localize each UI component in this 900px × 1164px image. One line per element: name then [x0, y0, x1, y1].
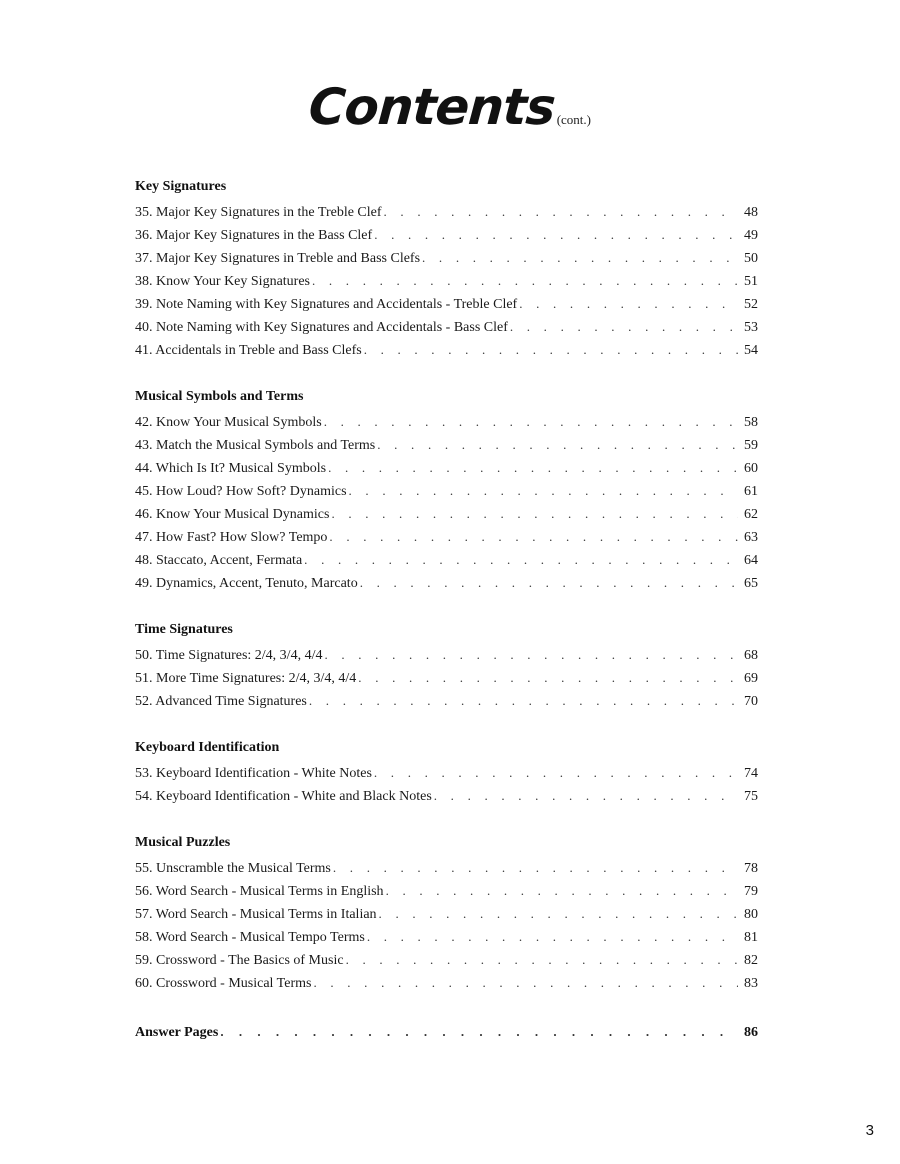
- entry-title: 40. Note Naming with Key Signatures and Accidentals - Bass Clef: [135, 320, 508, 335]
- toc-entry[interactable]: [135, 410, 758, 433]
- toc-entry[interactable]: [135, 971, 758, 994]
- entry-title: 45. How Loud? How Soft? Dynamics: [135, 484, 347, 499]
- entry-page-number: 86: [744, 1025, 758, 1040]
- toc-entry[interactable]: [135, 902, 758, 925]
- entry-title: 35. Major Key Signatures in the Treble Clef: [135, 205, 382, 220]
- entry-page-number: 68: [744, 648, 758, 663]
- dot-leader: [333, 856, 738, 879]
- dot-leader: [324, 410, 738, 433]
- dot-leader: [384, 200, 738, 223]
- toc-entry[interactable]: [135, 456, 758, 479]
- toc-entry[interactable]: [135, 856, 758, 879]
- toc-entry[interactable]: [135, 879, 758, 902]
- page-header: [0, 78, 900, 136]
- toc-entry[interactable]: [135, 761, 758, 784]
- section-heading: Musical Symbols and Terms: [135, 389, 304, 404]
- entry-page-number: 61: [744, 484, 758, 499]
- dot-leader: [324, 643, 738, 666]
- entry-title: 37. Major Key Signatures in Treble and Bass Clefs: [135, 251, 421, 266]
- entry-page-number: 83: [744, 976, 758, 991]
- section-heading: Musical Puzzles: [135, 835, 231, 850]
- entry-page-number: 54: [744, 343, 758, 358]
- toc-entry[interactable]: [135, 784, 758, 807]
- toc-entry[interactable]: [135, 246, 758, 269]
- dot-leader: [328, 456, 738, 479]
- dot-leader: [374, 223, 738, 246]
- entry-title: 42. Know Your Musical Symbols: [135, 415, 322, 430]
- entry-page-number: 52: [744, 297, 758, 312]
- page-number: 3: [865, 1122, 874, 1139]
- entry-page-number: 63: [744, 530, 758, 545]
- entry-page-number: 49: [744, 228, 758, 243]
- dot-leader: [386, 879, 738, 902]
- toc-entry[interactable]: [135, 292, 758, 315]
- entry-page-number: 60: [744, 461, 758, 476]
- dot-leader: [358, 666, 738, 689]
- toc-entry[interactable]: [135, 666, 758, 689]
- dot-leader: [374, 761, 738, 784]
- entry-title: 39. Note Naming with Key Signatures and Accidentals - Treble Clef: [135, 297, 518, 312]
- entry-title: 41. Accidentals in Treble and Bass Clefs: [135, 343, 362, 358]
- entry-page-number: 48: [744, 205, 758, 220]
- dot-leader: [220, 1020, 738, 1043]
- entry-page-number: 75: [744, 789, 758, 804]
- toc-entry[interactable]: [135, 433, 758, 456]
- entry-title: 56. Word Search - Musical Terms in English: [135, 884, 384, 899]
- dot-leader: [360, 571, 738, 594]
- toc-entry[interactable]: [135, 948, 758, 971]
- toc-entry[interactable]: [135, 689, 758, 712]
- dot-leader: [329, 525, 738, 548]
- toc-section-time-signatures: [135, 620, 758, 712]
- entry-title: 49. Dynamics, Accent, Tenuto, Marcato: [135, 576, 358, 591]
- toc-entry[interactable]: [135, 525, 758, 548]
- entry-title: 38. Know Your Key Signatures: [135, 274, 310, 289]
- entry-title: 54. Keyboard Identification - White and Black Notes: [135, 789, 432, 804]
- entry-page-number: 81: [744, 930, 758, 945]
- section-heading: Time Signatures: [135, 622, 233, 637]
- toc-entry[interactable]: [135, 338, 758, 361]
- dot-leader: [434, 784, 738, 807]
- entry-title: 55. Unscramble the Musical Terms: [135, 861, 331, 876]
- entry-title: 57. Word Search - Musical Terms in Italian: [135, 907, 377, 922]
- toc-entry[interactable]: [135, 643, 758, 666]
- toc-entry[interactable]: [135, 479, 758, 502]
- toc-section-musical-puzzles: [135, 833, 758, 994]
- toc-entry[interactable]: [135, 502, 758, 525]
- dot-leader: [304, 548, 738, 571]
- toc-entry[interactable]: [135, 223, 758, 246]
- entry-title: 58. Word Search - Musical Tempo Terms: [135, 930, 365, 945]
- entry-title: 46. Know Your Musical Dynamics: [135, 507, 330, 522]
- entry-title: Answer Pages: [135, 1025, 219, 1040]
- page-subtitle: (cont.): [556, 112, 591, 127]
- entry-page-number: 65: [744, 576, 758, 591]
- dot-leader: [331, 502, 738, 525]
- entry-page-number: 59: [744, 438, 758, 453]
- entry-title: 60. Crossword - Musical Terms: [135, 976, 312, 991]
- section-heading: Key Signatures: [135, 179, 227, 194]
- dot-leader: [379, 902, 738, 925]
- dot-leader: [346, 948, 738, 971]
- entry-page-number: 79: [744, 884, 758, 899]
- entry-title: 47. How Fast? How Slow? Tempo: [135, 530, 328, 545]
- entry-page-number: 70: [744, 694, 758, 709]
- toc-entry[interactable]: [135, 548, 758, 571]
- toc-section-keyboard-identification: [135, 738, 758, 807]
- entry-page-number: 50: [744, 251, 758, 266]
- entry-title: 52. Advanced Time Signatures: [135, 694, 307, 709]
- dot-leader: [349, 479, 738, 502]
- entry-page-number: 69: [744, 671, 758, 686]
- dot-leader: [367, 925, 738, 948]
- dot-leader: [422, 246, 738, 269]
- dot-leader: [313, 971, 738, 994]
- toc-entry[interactable]: [135, 925, 758, 948]
- entry-page-number: 51: [744, 274, 758, 289]
- entry-title: 36. Major Key Signatures in the Bass Clef: [135, 228, 373, 243]
- entry-title: 48. Staccato, Accent, Fermata: [135, 553, 303, 568]
- toc-entry[interactable]: [135, 200, 758, 223]
- toc-section-musical-symbols-and-terms: [135, 387, 758, 594]
- dot-leader: [312, 269, 738, 292]
- dot-leader: [510, 315, 738, 338]
- entry-page-number: 53: [744, 320, 758, 335]
- entry-title: 44. Which Is It? Musical Symbols: [135, 461, 327, 476]
- entry-page-number: 80: [744, 907, 758, 922]
- entry-page-number: 62: [744, 507, 758, 522]
- toc-entry[interactable]: [135, 315, 758, 338]
- entry-page-number: 58: [744, 415, 758, 430]
- entry-page-number: 82: [744, 953, 758, 968]
- dot-leader: [364, 338, 738, 361]
- entry-title: 59. Crossword - The Basics of Music: [135, 953, 344, 968]
- page-title: Contents: [306, 78, 557, 136]
- dot-leader: [377, 433, 738, 456]
- toc-entry-answer-pages[interactable]: [135, 1020, 758, 1044]
- section-heading: Keyboard Identification: [135, 740, 280, 755]
- entry-page-number: 64: [744, 553, 758, 568]
- toc-entry[interactable]: [135, 571, 758, 594]
- entry-title: 51. More Time Signatures: 2/4, 3/4, 4/4: [135, 671, 357, 686]
- dot-leader: [309, 689, 738, 712]
- entry-page-number: 78: [744, 861, 758, 876]
- entry-title: 50. Time Signatures: 2/4, 3/4, 4/4: [135, 648, 323, 663]
- entry-title: 53. Keyboard Identification - White Notes: [135, 766, 372, 781]
- toc-entry[interactable]: [135, 269, 758, 292]
- dot-leader: [519, 292, 738, 315]
- entry-page-number: 74: [744, 766, 758, 781]
- entry-title: 43. Match the Musical Symbols and Terms: [135, 438, 376, 453]
- table-of-contents: [135, 177, 758, 1044]
- toc-section-key-signatures: [135, 177, 758, 361]
